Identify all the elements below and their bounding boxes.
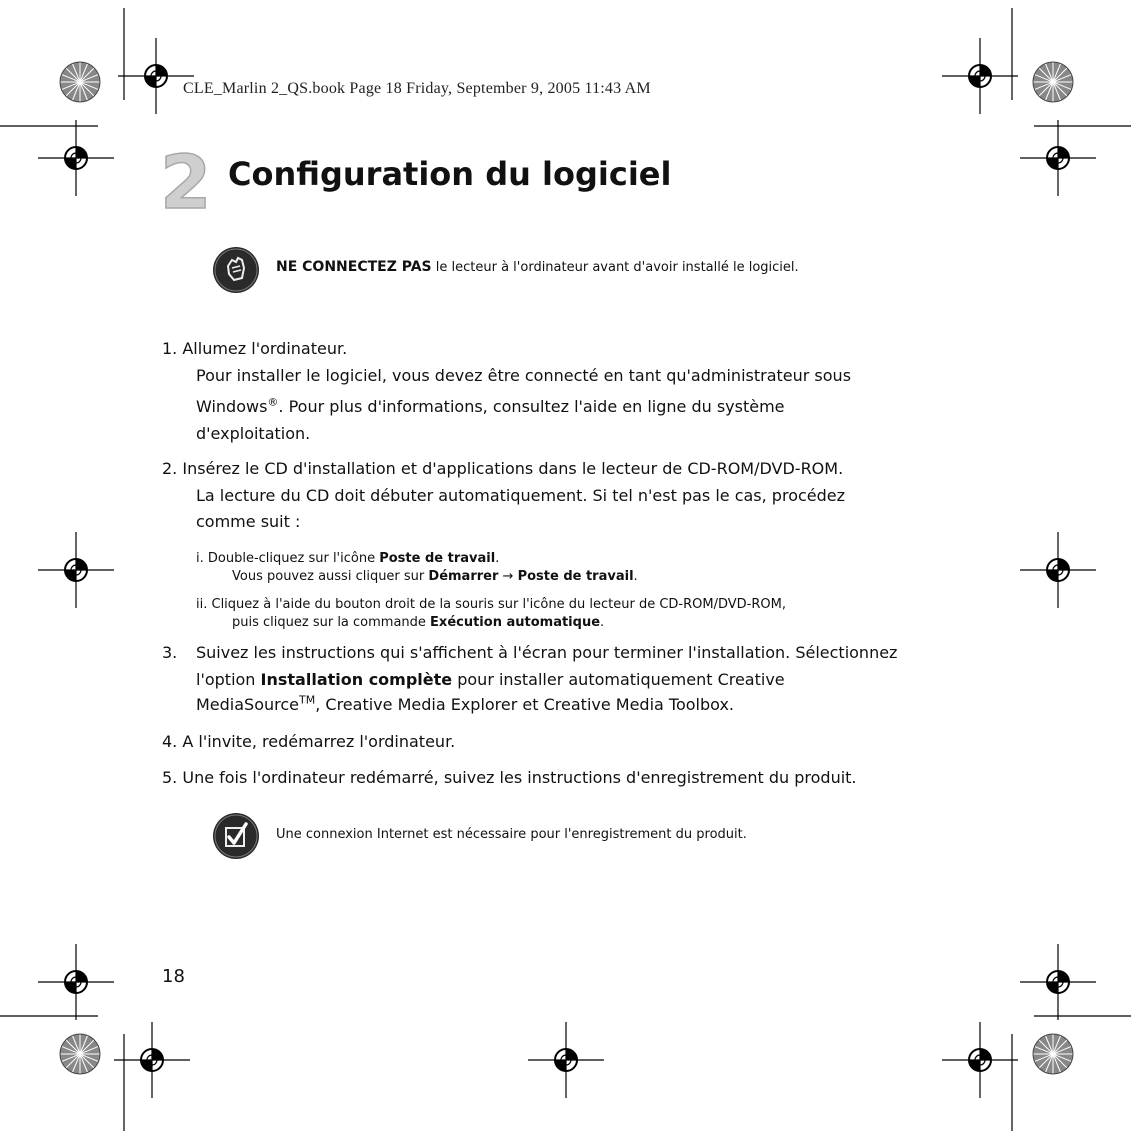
step-2-body-line-2: comme suit :	[196, 512, 301, 531]
print-header: CLE_Marlin 2_QS.book Page 18 Friday, September 9, 2005 11:43 AM	[183, 80, 651, 97]
color-wheel-icon	[1033, 1034, 1073, 1074]
registration-mark-icon	[38, 120, 114, 196]
step-2-body-line-1: La lecture du CD doit débuter automatiquement. Si tel n'est pas le cas, procédez	[196, 486, 846, 505]
registration-mark-icon	[942, 38, 1018, 114]
registration-mark-icon	[1020, 120, 1096, 196]
step-2-sub-ii: ii. Cliquez à l'aide du bouton droit de la souris sur l'icône du lecteur de CD-ROM/DVD-ROM,	[196, 597, 786, 612]
tip-hand-icon	[212, 246, 260, 294]
note-warning-bold: NE CONNECTEZ PAS	[276, 259, 432, 275]
registration-mark-icon	[38, 532, 114, 608]
step-5-title: 5. Une fois l'ordinateur redémarré, suivez les instructions d'enregistrement du produit.	[162, 768, 857, 787]
page-number: 18	[162, 966, 185, 987]
registration-mark-icon	[528, 1022, 604, 1098]
color-wheel-icon	[1033, 62, 1073, 102]
chapter-title: Configuration du logiciel	[228, 155, 672, 193]
color-wheel-icon	[60, 1034, 100, 1074]
note-warning-text: le lecteur à l'ordinateur avant d'avoir installé le logiciel.	[431, 260, 799, 275]
step-2-sub-i-line-2: Vous pouvez aussi cliquer sur Démarrer → Poste de travail.	[232, 569, 638, 584]
step-2-sub-ii-line-2: puis cliquez sur la commande Exécution automatique.	[232, 615, 605, 630]
registration-mark-icon	[114, 1022, 190, 1098]
registration-mark-icon	[38, 944, 114, 1020]
step-2-title: 2. Insérez le CD d'installation et d'applications dans le lecteur de CD-ROM/DVD-ROM.	[162, 459, 844, 478]
step-3-number: 3.	[162, 643, 178, 662]
step-4-title: 4. A l'invite, redémarrez l'ordinateur.	[162, 732, 456, 751]
step-1-body-line-1: Pour installer le logiciel, vous devez être connecté en tant qu'administrateur sous	[196, 366, 852, 385]
checkmark-icon	[212, 812, 260, 860]
step-1-body-line-3: d'exploitation.	[196, 424, 311, 443]
registration-mark-icon	[942, 1022, 1018, 1098]
registration-mark-icon	[1020, 532, 1096, 608]
note-internet: Une connexion Internet est nécessaire pour l'enregistrement du produit.	[276, 827, 747, 842]
registration-mark-icon	[1020, 944, 1096, 1020]
registration-mark-icon	[118, 38, 194, 114]
step-1-title: 1. Allumez l'ordinateur.	[162, 339, 348, 358]
step-3-line-3: MediaSource™, Creative Media Explorer et Creative Media Toolbox.	[196, 693, 735, 714]
step-1-body-line-2: Windows®. Pour plus d'informations, consultez l'aide en ligne du système	[196, 395, 785, 416]
color-wheel-icon	[60, 62, 100, 102]
step-3-line-2: l'option Installation complète pour installer automatiquement Creative	[196, 670, 785, 689]
step-2-sub-i: i. Double-cliquez sur l'icône Poste de travail.	[196, 551, 500, 566]
note-warning	[276, 258, 799, 277]
step-3-line-1: Suivez les instructions qui s'affichent à l'écran pour terminer l'installation. Sélectionnez	[196, 643, 898, 662]
chapter-number: 2	[160, 140, 212, 226]
